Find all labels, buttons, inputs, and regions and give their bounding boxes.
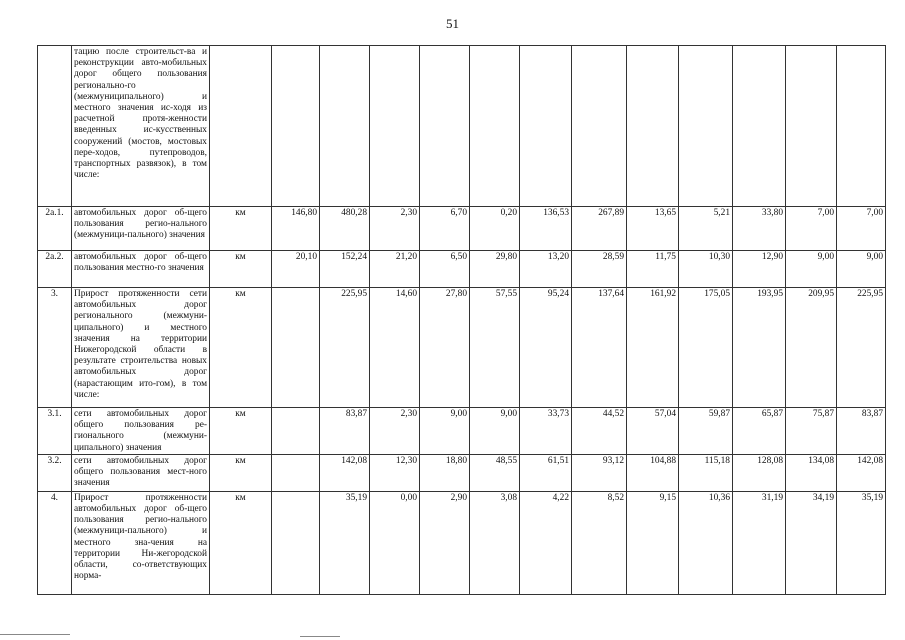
value-cell: 2,30 (370, 207, 420, 251)
value-cell: 57,04 (627, 408, 679, 455)
row-number: 3. (38, 288, 72, 408)
row-unit: км (210, 408, 272, 455)
value-cell (679, 46, 733, 207)
row-description: Прирост протяженности автомобильных дорог об-щего пользования регио-нального (межмуници-пального) и местного зна-чения на территории Ни-жегородской области, со-ответствующих норма- (72, 491, 210, 594)
value-cell: 57,55 (470, 288, 520, 408)
value-cell: 267,89 (572, 207, 627, 251)
value-cell (370, 46, 420, 207)
value-cell: 7,00 (786, 207, 837, 251)
value-cell: 13,20 (520, 251, 572, 288)
scan-artifact (0, 634, 70, 635)
value-cell: 7,00 (837, 207, 886, 251)
value-cell: 13,65 (627, 207, 679, 251)
value-cell: 44,52 (572, 408, 627, 455)
value-cell (520, 46, 572, 207)
row-number: 2а.2. (38, 251, 72, 288)
value-cell: 9,00 (420, 408, 470, 455)
table-row (38, 491, 886, 594)
value-cell: 193,95 (733, 288, 786, 408)
value-cell (272, 46, 320, 207)
value-cell: 175,05 (679, 288, 733, 408)
table-row (38, 207, 886, 251)
value-cell: 29,80 (470, 251, 520, 288)
row-description: автомобильных дорог об-щего пользования регио-нального (межмуници-пального) значения (72, 207, 210, 251)
value-cell: 9,00 (470, 408, 520, 455)
row-unit: км (210, 288, 272, 408)
value-cell: 6,50 (420, 251, 470, 288)
row-number (38, 46, 72, 207)
value-cell: 10,30 (679, 251, 733, 288)
value-cell: 137,64 (572, 288, 627, 408)
value-cell: 31,19 (733, 491, 786, 594)
value-cell: 225,95 (320, 288, 370, 408)
value-cell: 2,30 (370, 408, 420, 455)
value-cell: 142,08 (837, 454, 886, 491)
value-cell: 21,20 (370, 251, 420, 288)
value-cell (572, 46, 627, 207)
value-cell: 10,36 (679, 491, 733, 594)
value-cell: 18,80 (420, 454, 470, 491)
value-cell: 75,87 (786, 408, 837, 455)
row-description: тацию после строительст-ва и реконструкции авто-мобильных дорог общего пользования регионально-го (межмуниципального) и местного значения ис-ходя из расчетной протя-женности введенных ис-кусственных сооружений (мостов, мостовых пере-ходов, путепроводов, транспортных развязок), в том числе: (72, 46, 210, 207)
value-cell: 5,21 (679, 207, 733, 251)
value-cell (272, 491, 320, 594)
value-cell: 9,00 (837, 251, 886, 288)
value-cell: 11,75 (627, 251, 679, 288)
value-cell: 95,24 (520, 288, 572, 408)
value-cell: 225,95 (837, 288, 886, 408)
value-cell (627, 46, 679, 207)
value-cell: 12,90 (733, 251, 786, 288)
value-cell: 93,12 (572, 454, 627, 491)
value-cell: 134,08 (786, 454, 837, 491)
value-cell: 0,00 (370, 491, 420, 594)
row-unit: км (210, 207, 272, 251)
table-row (38, 251, 886, 288)
value-cell (272, 408, 320, 455)
value-cell: 152,24 (320, 251, 370, 288)
page-number: 51 (446, 16, 459, 31)
value-cell: 146,80 (272, 207, 320, 251)
value-cell (837, 46, 886, 207)
value-cell: 48,55 (470, 454, 520, 491)
value-cell (320, 46, 370, 207)
value-cell: 59,87 (679, 408, 733, 455)
value-cell (470, 46, 520, 207)
value-cell: 115,18 (679, 454, 733, 491)
value-cell: 61,51 (520, 454, 572, 491)
row-description: сети автомобильных дорог общего пользования ре-гионального (межмуни-ципального) значения (72, 408, 210, 455)
value-cell: 4,22 (520, 491, 572, 594)
row-description: Прирост протяженности сети автомобильных дорог регионального (межмуни-ципального) и местного значения на территории Нижегородской области в результате строительства новых автомобильных дорог (нарастающим ито-гом), в том числе: (72, 288, 210, 408)
row-unit: км (210, 251, 272, 288)
value-cell (786, 46, 837, 207)
row-unit (210, 46, 272, 207)
row-unit: км (210, 491, 272, 594)
value-cell: 6,70 (420, 207, 470, 251)
table-row (38, 454, 886, 491)
row-number: 3.2. (38, 454, 72, 491)
value-cell: 33,80 (733, 207, 786, 251)
value-cell: 34,19 (786, 491, 837, 594)
value-cell: 83,87 (320, 408, 370, 455)
value-cell: 3,08 (470, 491, 520, 594)
value-cell: 65,87 (733, 408, 786, 455)
value-cell: 83,87 (837, 408, 886, 455)
value-cell: 8,52 (572, 491, 627, 594)
value-cell: 104,88 (627, 454, 679, 491)
row-number: 2а.1. (38, 207, 72, 251)
table-row (38, 46, 886, 207)
value-cell: 14,60 (370, 288, 420, 408)
value-cell: 9,00 (786, 251, 837, 288)
value-cell: 35,19 (837, 491, 886, 594)
value-cell: 480,28 (320, 207, 370, 251)
data-table (37, 45, 886, 595)
row-description: сети автомобильных дорог общего пользования мест-ного значения (72, 454, 210, 491)
value-cell (733, 46, 786, 207)
table-row (38, 288, 886, 408)
value-cell: 28,59 (572, 251, 627, 288)
value-cell: 136,53 (520, 207, 572, 251)
row-description: автомобильных дорог об-щего пользования местно-го значения (72, 251, 210, 288)
value-cell: 2,90 (420, 491, 470, 594)
value-cell: 209,95 (786, 288, 837, 408)
value-cell: 27,80 (420, 288, 470, 408)
row-number: 4. (38, 491, 72, 594)
value-cell: 142,08 (320, 454, 370, 491)
value-cell (420, 46, 470, 207)
value-cell: 9,15 (627, 491, 679, 594)
value-cell: 161,92 (627, 288, 679, 408)
value-cell: 35,19 (320, 491, 370, 594)
value-cell: 20,10 (272, 251, 320, 288)
value-cell: 12,30 (370, 454, 420, 491)
scan-artifact (300, 636, 340, 637)
row-unit: км (210, 454, 272, 491)
value-cell (272, 454, 320, 491)
value-cell: 33,73 (520, 408, 572, 455)
value-cell: 0,20 (470, 207, 520, 251)
table-row (38, 408, 886, 455)
value-cell: 128,08 (733, 454, 786, 491)
value-cell (272, 288, 320, 408)
row-number: 3.1. (38, 408, 72, 455)
